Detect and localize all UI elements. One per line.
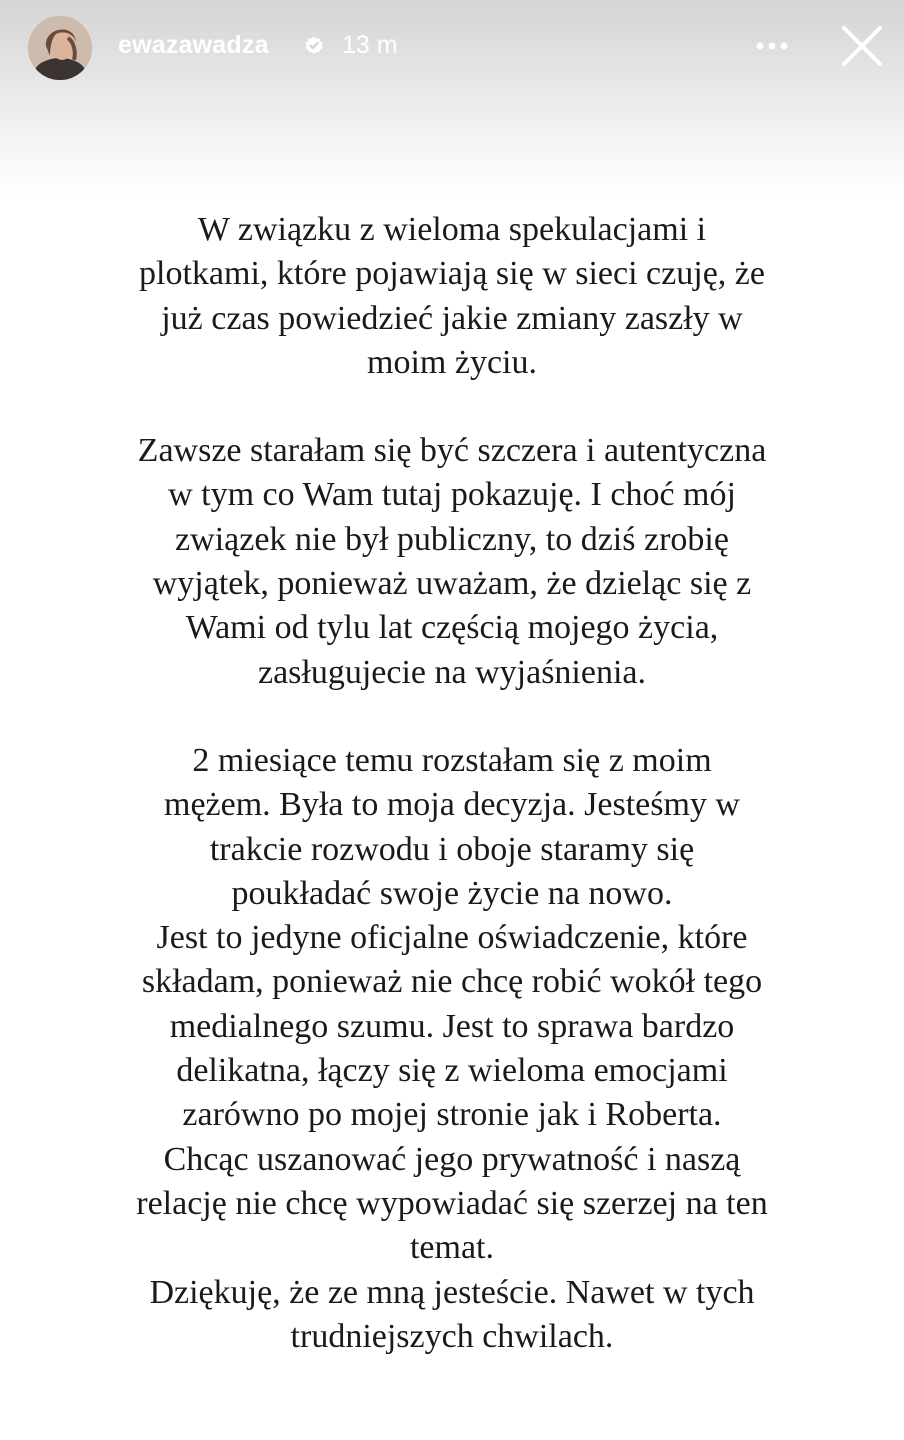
avatar-photo-icon: [28, 16, 92, 80]
text-line: 2 miesiące temu rozstałam się z moim: [192, 741, 712, 779]
text-line: medialnego szumu. Jest to sprawa bardzo: [169, 1007, 735, 1045]
story-text: [40, 208, 864, 1359]
avatar[interactable]: [28, 16, 92, 80]
more-options-button[interactable]: [752, 26, 792, 66]
text-line: relację nie chcę wypowiadać się szerzej na ten: [136, 1184, 768, 1222]
text-line: w tym co Wam tutaj pokazuję. I choć mój: [168, 476, 736, 514]
verified-badge-icon: [304, 36, 324, 56]
text-line: już czas powiedzieć jakie zmiany zaszły w: [161, 299, 743, 337]
more-horizontal-icon: [752, 26, 792, 66]
text-line: delikatna, łączy się z wieloma emocjami: [176, 1052, 728, 1090]
text-line: związek nie był publiczny, to dziś zrobię: [175, 520, 729, 558]
text-line: temat.: [409, 1229, 495, 1267]
text-line: Jest to jedyne oficjalne oświadczenie, które: [156, 919, 748, 957]
text-line: Dziękuję, że ze mną jesteście. Nawet w tych: [149, 1273, 755, 1311]
text-line: wyjątek, ponieważ uważam, że dzieląc się z: [152, 565, 752, 603]
story-header: [0, 0, 904, 96]
text-line: trudniejszych chwilach.: [290, 1317, 614, 1355]
close-icon: [834, 18, 890, 74]
text-line: zarówno po mojej stronie jak i Roberta.: [182, 1096, 722, 1134]
text-line: plotkami, które pojawiają się w sieci czuję, że: [139, 255, 765, 293]
text-line: zasługujecie na wyjaśnienia.: [257, 653, 646, 691]
text-line: składam, ponieważ nie chcę robić wokół tego: [141, 963, 763, 1001]
text-line: Chcąc uszanować jego prywatność i naszą: [163, 1140, 741, 1178]
text-line: trakcie rozwodu i oboje staramy się: [209, 830, 695, 868]
text-line: poukładać swoje życie na nowo.: [231, 874, 673, 912]
text-line: mężem. Była to moja decyzja. Jesteśmy w: [164, 786, 740, 824]
close-button[interactable]: [834, 18, 890, 74]
text-line: Wami od tylu lat częścią mojego życia,: [185, 609, 719, 647]
text-line: Zawsze starałam się być szczera i autentyczna: [137, 432, 767, 470]
paragraph-gap: [40, 385, 864, 429]
paragraph-gap: [40, 695, 864, 739]
text-line: W związku z wieloma spekulacjami i: [197, 211, 707, 248]
text-line: moim życiu.: [367, 343, 537, 381]
post-time: 13 m: [342, 31, 398, 59]
username[interactable]: ewazawadza: [118, 31, 269, 59]
